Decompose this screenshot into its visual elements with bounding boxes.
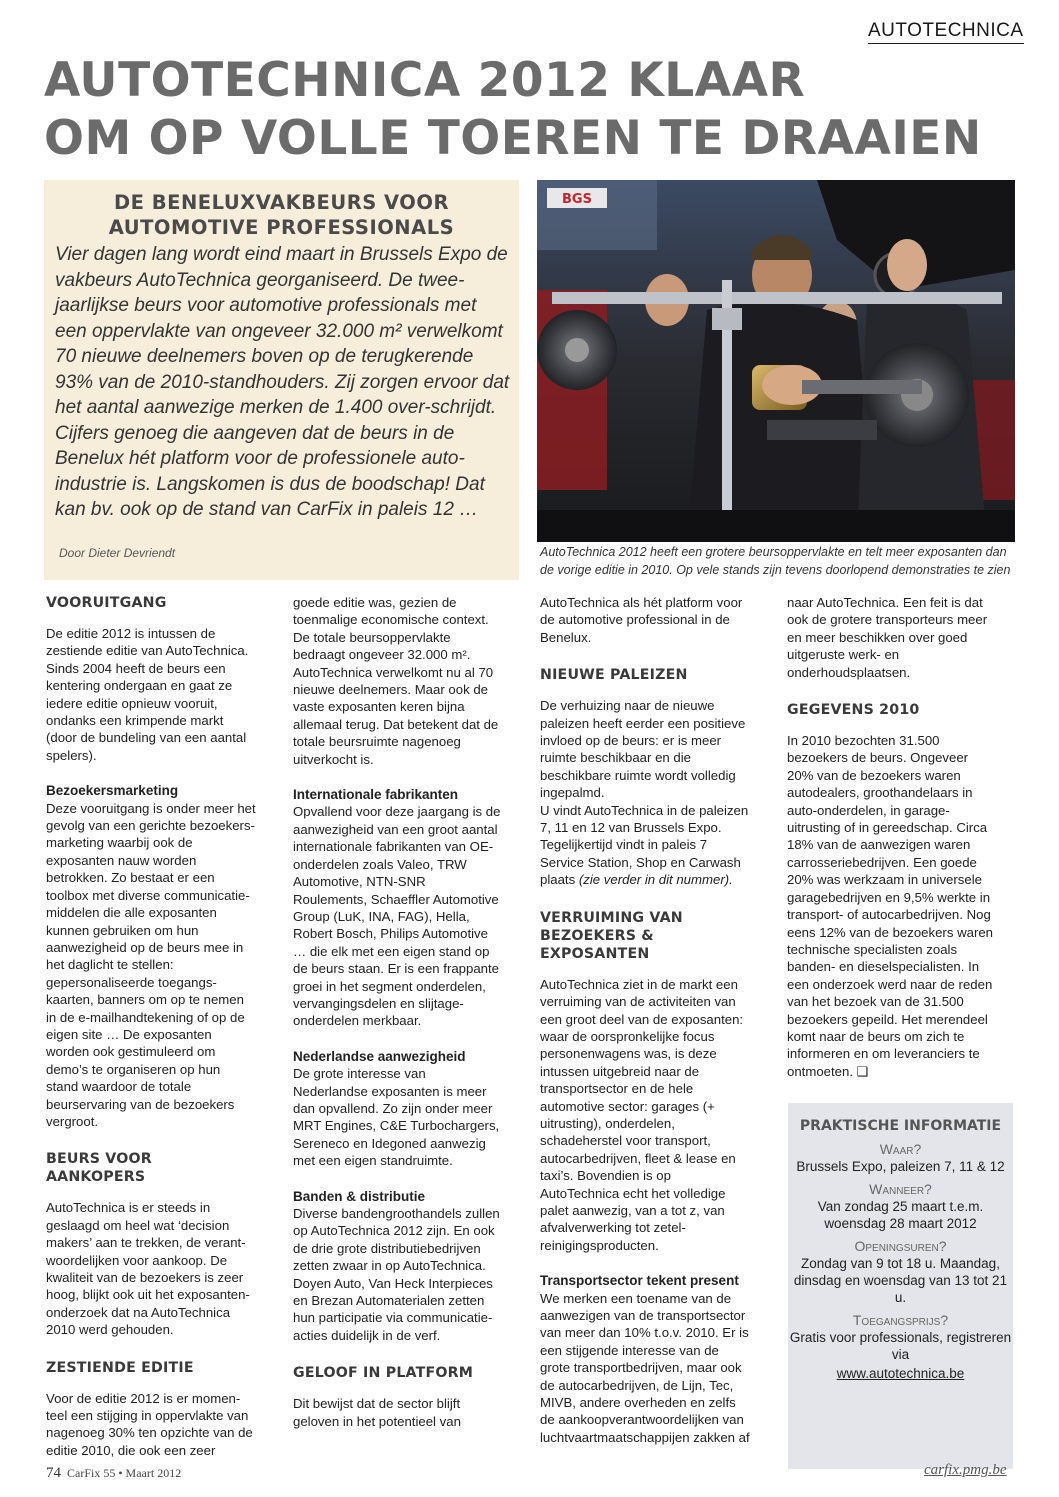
info-hours-value: Zondag van 9 tot 18 u. Maandag, dinsdag en woensdag van 13 tot 21 u.	[793, 1256, 1008, 1305]
info-where-value: Brussels Expo, paleizen 7, 11 & 12	[796, 1159, 1005, 1174]
autotechnica-website-link[interactable]: www.autotechnica.be	[836, 1366, 965, 1381]
paragraph-vooruitgang: De editie 2012 is intussen de zestiende editie van AutoTechnica. Sinds 2004 heeft de beurs een kentering ondergaan en gaat ze iedere editie opnieuw vooruit, ondanks een krimpende markt (door de bundeling van een aantal spelers).	[46, 626, 249, 763]
subheading-nederlandse-aanwezigheid: Nederlandse aanwezigheid	[293, 1048, 466, 1064]
heading-gegevens-2010: GEGEVENS 2010	[787, 702, 920, 719]
headline-line-2: OM OP VOLLE TOEREN TE DRAAIEN	[44, 111, 982, 166]
paleizen-reference: (zie verder in dit nummer).	[578, 872, 733, 888]
photo-illustration	[537, 180, 1015, 542]
paragraph-gegevens: In 2010 bezochten 31.500 bezoekers de beurs. Ongeveer 20% van de bezoekers waren autodealers, groothandelaars in auto-onderdelen, in garage-uitrusting of in gereedschap. Circa 18% van de aanwezigen waren carrosseriebedrijven. Een goede 20% was werkzaam in universele garagebedrijven en 9,5% werkte in transport- of autocarbedrijven. Nog eens 12% van de bezoekers waren technische specialisten zoals banden- en dieselspecialisten. In een onderzoek werd naar de reden van het bezoek van de 31.500 bezoekers gepeild. Het merendeel komt naar de beurs om zich te informeren en om leveranciers te ontmoeten. ❑	[787, 733, 994, 1079]
page-footer	[46, 1465, 181, 1482]
heading-geloof-in-platform: GELOOF IN PLATFORM	[293, 1365, 474, 1382]
paragraph-nederlandse: De grote interesse van Nederlandse exposanten is meer dan opvallend. Zo zijn onder meer MRT Engines, C&E Turbochargers, Sereneco en Idegoned aanwezig met een eigen standruimte.	[293, 1066, 500, 1169]
heading-nieuwe-paleizen: NIEUWE PALEIZEN	[540, 667, 688, 684]
paragraph-verruiming: AutoTechnica ziet in de markt een verruiming van de activiteiten van een groot deel van de exposanten: waar de oorspronkelijke focus personenwagens was, is deze intussen uitgebreid naar de transportsector en de hele automotive sector: garages (+ uitrusting), onderdelen, schadeherstel voor transport, autocarbedrijven, fleet & lease en taxi’s. Bovendien is op AutoTechnica echt het volledige palet aanwezig, van a tot z, van afvalverwerking tot zetel-reinigingsproducten.	[540, 976, 744, 1253]
paragraph-paleizen-b	[540, 802, 750, 889]
paragraph-paleizen-a: De verhuizing naar de nieuwe paleizen heeft eerder een positieve invloed op de beurs: er is meer ruimte beschikbaar en die beschikbare ruimte wordt volledig ingepalmd.	[540, 698, 746, 801]
column-1	[46, 594, 256, 1459]
page-number: 74	[46, 1465, 61, 1481]
brand-sign: BGS	[562, 192, 592, 207]
issue-label: CarFix 55 • Maart 2012	[67, 1466, 182, 1480]
subheading-bezoekersmarketing: Bezoekersmarketing	[46, 783, 179, 799]
photo-caption: AutoTechnica 2012 heeft een grotere beursoppervlakte en telt meer exposanten dan de vorige editie in 2010. Op vele stands zijn tevens doorlopend demonstraties te zien	[540, 545, 1011, 577]
byline: Door Dieter Devriendt	[59, 546, 176, 560]
subheading-banden-distributie: Banden & distributie	[293, 1188, 426, 1204]
intro-text: Vier dagen lang wordt eind maart in Brussels Expo de vakbeurs AutoTechnica georganiseerd. De twee-jaarlijkse beurs voor automotive professionals met een oppervlakte van ongeveer 32.000 m² verwelkomt 70 nieuwe deelnemers boven op de terugkerende 93% van de 2010-standhouders. Zij zorgen ervoor dat het aantal aanwezige merken de 1.400 over-schrijdt. Cijfers genoeg die aangeven dat de beurs in de Benelux hét platform voor de professionele auto-industrie is. Langskomen is dus de boodschap! Dat kan bv. ook op de stand van CarFix in paleis 12 …	[55, 244, 510, 520]
paleizen-text: U vindt AutoTechnica in de paleizen 7, 11 en 12 van Brussels Expo. Tegelijkertijd vindt in paleis 7 Service Station, Shop en Carwash plaats	[540, 802, 749, 888]
headline-line-1: AUTOTECHNICA 2012 KLAAR	[44, 53, 806, 108]
info-price-value: Gratis voor professionals, registreren via	[789, 1330, 1012, 1362]
site-link[interactable]: carfix.pmg.be	[924, 1462, 1007, 1478]
info-where-label: Waar?	[879, 1141, 922, 1157]
info-price-label: Toegangsprijs?	[852, 1312, 949, 1328]
heading-zestiende-editie: ZESTIENDE EDITIE	[46, 1359, 194, 1376]
paragraph-banden: Diverse bandengroothandels zullen op AutoTechnica 2012 zijn. En ook de drie grote distributiebedrijven zetten zwaar in op AutoTechnica. Doyen Auto, Van Heck Interpieces en Brezan Automaterialen zetten hun participatie via communicatie-acties duidelijk in de verf.	[293, 1206, 500, 1343]
info-when-value: Van zondag 25 maart t.e.m. woensdag 28 maart 2012	[817, 1199, 984, 1231]
section-tag: AUTOTECHNICA	[868, 20, 1024, 44]
paragraph-internationale: Opvallend voor deze jaargang is de aanwezigheid van een groot aantal internationale fabrikanten van OE-onderdelen zoals Valeo, TRW Automotive, NTN-SNR Roulements, Schaeffler Automotive Group (LuK, INA, FAG), Hella, Robert Bosch, Philips Automotive … die elk met een eigen stand op de beurs staan. Er is een frappante groei in het segment onderdelen, vervangingsdelen en slijtage-onderdelen merkbaar.	[293, 804, 501, 1029]
heading-verruiming: VERRUIMING VAN BEZOEKERS & EXPOSANTEN	[540, 909, 683, 962]
subheading-internationale-fabrikanten: Internationale fabrikanten	[293, 787, 459, 803]
paragraph-continued: goede editie was, gezien de toenmalige economische context. De totale beursoppervlakte bedraagt ongeveer 32.000 m². AutoTechnica verwelkomt nu al 70 nieuwe deelnemers. Maar ook de vaste exposanten keren bijna allemaal terug. Dat betekent dat de totale beursruimte nagenoeg uitverkocht is.	[293, 595, 499, 767]
paragraph-zestiende-editie: Voor de editie 2012 is er momen-teel een stijging in oppervlakte van nagenoeg 30% ten opzichte van de editie 2010, die ook een zeer	[46, 1390, 253, 1458]
practical-info-box	[788, 1103, 1013, 1469]
intro-heading-line-1: DE BENELUXVAKBEURS VOOR	[114, 191, 449, 214]
column-2	[293, 594, 503, 1430]
intro-heading	[44, 190, 519, 240]
intro-heading-line-2: AUTOMOTIVE PROFESSIONALS	[108, 216, 455, 239]
heading-beurs-voor-aankopers: BEURS VOOR AANKOPERS	[46, 1151, 152, 1186]
subheading-transportsector: Transportsector tekent present	[540, 1273, 739, 1289]
info-hours-label: Openingsuren?	[854, 1238, 947, 1254]
paragraph-continued: naar AutoTechnica. Een feit is dat ook de grotere transporteurs meer en meer beschikken over goed uitgeruste werk- en onderhoudsplaatsen.	[787, 595, 988, 680]
paragraph-aankopers: AutoTechnica is er steeds in geslaagd om heel wat ‘decision makers’ aan te trekken, de verant-woordelijken voor aankoop. De kwaliteit van de bezoekers is zeer hoog, blijkt ook uit het exposanten-onderzoek dat na AutoTechnica 2010 werd gehouden.	[46, 1200, 250, 1338]
column-3	[540, 594, 750, 1446]
heading-vooruitgang: VOORUITGANG	[46, 595, 167, 611]
paragraph-continued: AutoTechnica als hét platform voor de automotive professional in de Benelux.	[540, 595, 743, 645]
info-title: PRAKTISCHE INFORMATIE	[799, 1118, 1002, 1134]
column-4	[787, 594, 997, 1080]
intro-box	[44, 180, 519, 580]
paragraph-bezoekersmarketing: Deze vooruitgang is onder meer het gevolg van een gerichte bezoekers-marketing waarbij ook de exposanten nauw worden betrokken. Zo bestaat er een toolbox met diverse communicatie-middelen die alle exposanten kunnen gebruiken om hun aanwezigheid op de beurs mee in het daglicht te stellen: gepersonaliseerde toegangs-kaarten, banners om op te nemen in de e-mailhandtekening of op de eigen site … De exposanten worden ook gestimuleerd om demo’s te organiseren op hun stand waardoor de totale beurservaring van de bezoekers vergroot.	[46, 800, 256, 1129]
article-headline	[44, 52, 1024, 168]
paragraph-transportsector: We merken een toename van de aanwezigen van de transportsector van meer dan 10% t.o.v. 2010. Er is een stijgende interesse van de grote transportbedrijven, maar ook de autocarbedrijven, de Lijn, Tec, MIVB, andere overheden en zelfs de aankoopverantwoordelijken van luchtvaartmaatschappijen zakken af	[540, 1290, 750, 1445]
paragraph-geloof: Dit bewijst dat de sector blijft geloven in het potentieel van	[293, 1396, 461, 1429]
info-when-label: Wanneer?	[869, 1181, 932, 1197]
article-photo	[537, 180, 1015, 542]
